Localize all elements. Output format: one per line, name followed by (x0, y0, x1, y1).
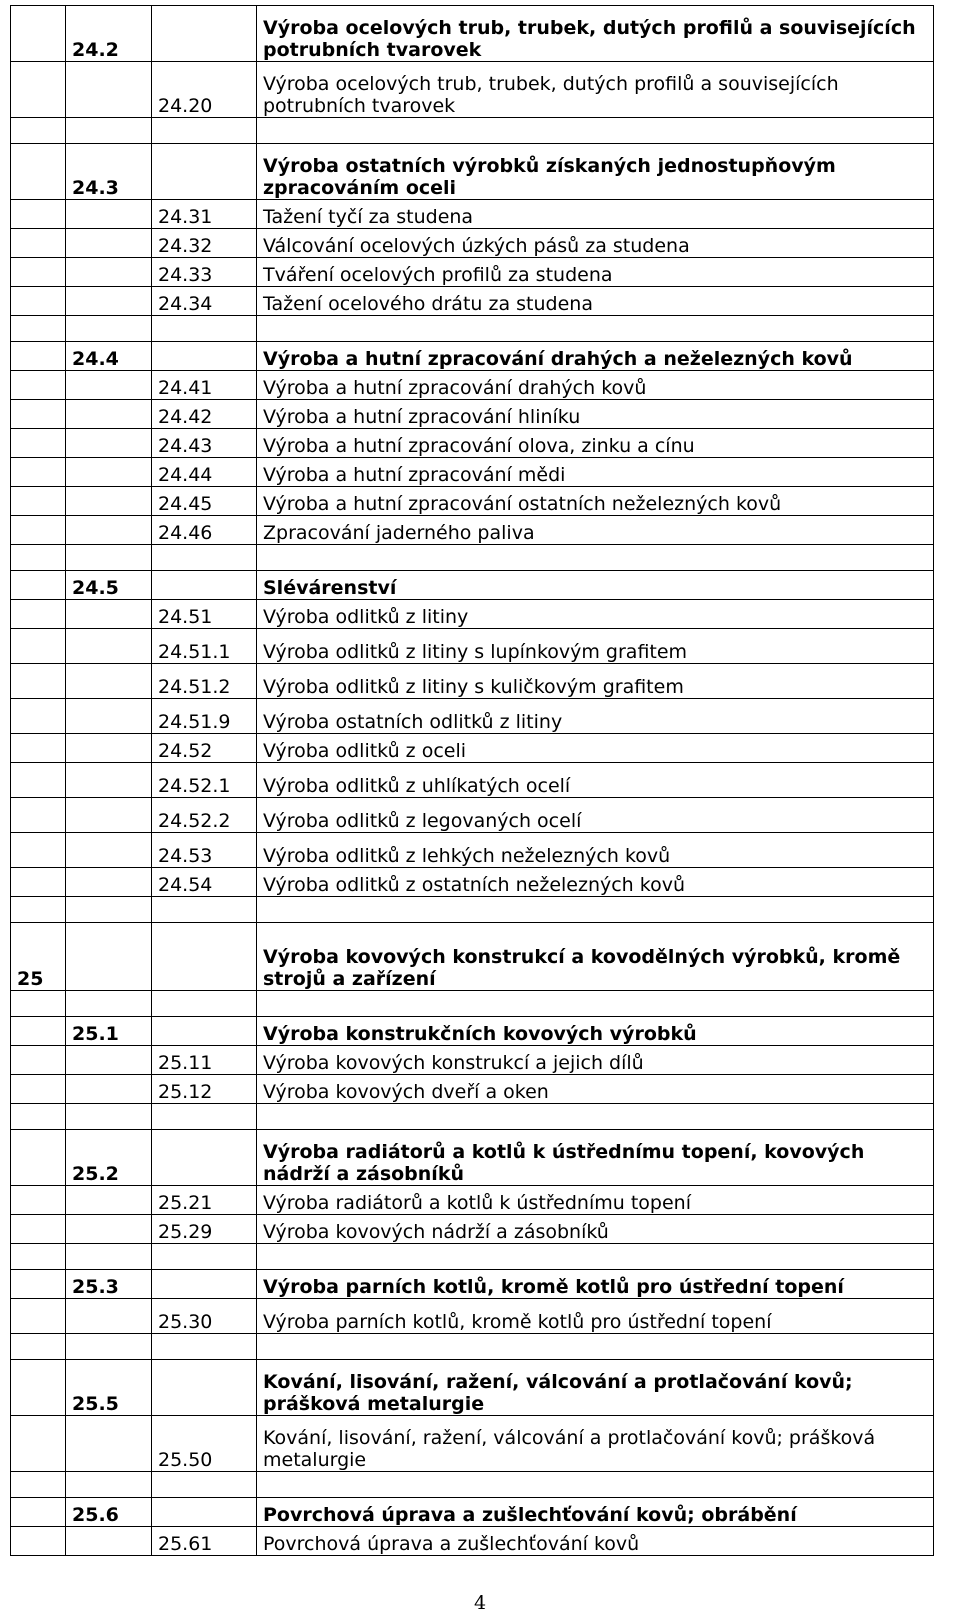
class-code: 24.52 (152, 734, 257, 763)
division-code (66, 763, 152, 798)
section-code (11, 1299, 66, 1334)
section-code (11, 600, 66, 629)
section-code (11, 1186, 66, 1215)
class-code (152, 316, 257, 342)
item-description: Výroba odlitků z lehkých neželezných kovů (257, 833, 934, 868)
item-description: Výroba ostatních výrobků získaných jednostupňovým zpracováním oceli (257, 144, 934, 200)
section-code (11, 287, 66, 316)
section-code (11, 868, 66, 897)
class-code: 24.31 (152, 200, 257, 229)
item-description: Výroba a hutní zpracování drahých kovů (257, 371, 934, 400)
section-code (11, 1416, 66, 1472)
division-code (66, 371, 152, 400)
division-code: 24.2 (66, 6, 152, 62)
item-description: Tažení ocelového drátu za studena (257, 287, 934, 316)
table-row (11, 1334, 934, 1360)
item-description: Slévárenství (257, 571, 934, 600)
class-code (152, 1360, 257, 1416)
division-code: 24.3 (66, 144, 152, 200)
class-code: 24.54 (152, 868, 257, 897)
table-row (11, 1130, 934, 1186)
class-code: 24.33 (152, 258, 257, 287)
class-code: 24.53 (152, 833, 257, 868)
class-code (152, 1498, 257, 1527)
class-code: 24.51.9 (152, 699, 257, 734)
class-code: 24.34 (152, 287, 257, 316)
item-description: Výroba kovových konstrukcí a kovodělných výrobků, kromě strojů a zařízení (257, 923, 934, 991)
table-row (11, 1498, 934, 1527)
item-description: Povrchová úprava a zušlechťování kovů; obrábění (257, 1498, 934, 1527)
section-code (11, 487, 66, 516)
item-description: Výroba a hutní zpracování drahých a neželezných kovů (257, 342, 934, 371)
class-code: 24.20 (152, 62, 257, 118)
item-description (257, 316, 934, 342)
division-code (66, 258, 152, 287)
section-code (11, 798, 66, 833)
item-description: Výroba odlitků z uhlíkatých ocelí (257, 763, 934, 798)
division-code (66, 545, 152, 571)
section-code (11, 1334, 66, 1360)
item-description (257, 545, 934, 571)
section-code (11, 545, 66, 571)
division-code: 25.1 (66, 1017, 152, 1046)
table-row (11, 600, 934, 629)
section-code (11, 371, 66, 400)
table-row (11, 1416, 934, 1472)
class-code (152, 342, 257, 371)
table-row (11, 1299, 934, 1334)
class-code: 24.42 (152, 400, 257, 429)
table-row (11, 6, 934, 62)
class-code: 25.50 (152, 1416, 257, 1472)
section-code (11, 763, 66, 798)
section-code (11, 1360, 66, 1416)
section-code (11, 144, 66, 200)
class-code (152, 991, 257, 1017)
table-row (11, 868, 934, 897)
division-code (66, 868, 152, 897)
table-row (11, 1075, 934, 1104)
item-description: Výroba odlitků z ostatních neželezných kovů (257, 868, 934, 897)
section-code (11, 258, 66, 287)
item-description: Výroba ostatních odlitků z litiny (257, 699, 934, 734)
table-row (11, 487, 934, 516)
division-code (66, 1046, 152, 1075)
classification-table (10, 5, 934, 1556)
class-code (152, 1270, 257, 1299)
class-code: 25.11 (152, 1046, 257, 1075)
section-code (11, 342, 66, 371)
item-description: Výroba kovových dveří a oken (257, 1075, 934, 1104)
division-code (66, 600, 152, 629)
section-code (11, 571, 66, 600)
division-code (66, 458, 152, 487)
division-code: 25.5 (66, 1360, 152, 1416)
item-description: Výroba radiátorů a kotlů k ústřednímu topení, kovových nádrží a zásobníků (257, 1130, 934, 1186)
division-code (66, 629, 152, 664)
item-description: Výroba odlitků z litiny s kuličkovým grafitem (257, 664, 934, 699)
table-row (11, 1244, 934, 1270)
item-description: Zpracování jaderného paliva (257, 516, 934, 545)
class-code (152, 897, 257, 923)
table-row (11, 316, 934, 342)
section-code: 25 (11, 923, 66, 991)
class-code (152, 1472, 257, 1498)
class-code (152, 6, 257, 62)
item-description (257, 1334, 934, 1360)
section-code (11, 699, 66, 734)
item-description: Výroba odlitků z legovaných ocelí (257, 798, 934, 833)
division-code (66, 118, 152, 144)
table-row (11, 1215, 934, 1244)
division-code (66, 400, 152, 429)
table-row (11, 118, 934, 144)
section-code (11, 1527, 66, 1556)
division-code (66, 1299, 152, 1334)
division-code (66, 316, 152, 342)
section-code (11, 6, 66, 62)
division-code (66, 1472, 152, 1498)
division-code (66, 1075, 152, 1104)
division-code (66, 429, 152, 458)
class-code: 24.46 (152, 516, 257, 545)
item-description: Výroba radiátorů a kotlů k ústřednímu topení (257, 1186, 934, 1215)
item-description: Výroba a hutní zpracování olova, zinku a cínu (257, 429, 934, 458)
table-row (11, 798, 934, 833)
class-code: 24.45 (152, 487, 257, 516)
item-description (257, 118, 934, 144)
class-code: 24.52.2 (152, 798, 257, 833)
table-row (11, 991, 934, 1017)
class-code: 24.52.1 (152, 763, 257, 798)
item-description: Výroba ocelových trub, trubek, dutých profilů a souvisejících potrubních tvarovek (257, 62, 934, 118)
table-row (11, 664, 934, 699)
item-description: Výroba parních kotlů, kromě kotlů pro ústřední topení (257, 1299, 934, 1334)
item-description: Výroba a hutní zpracování ostatních neželezných kovů (257, 487, 934, 516)
item-description (257, 1104, 934, 1130)
item-description: Výroba a hutní zpracování mědi (257, 458, 934, 487)
item-description (257, 1244, 934, 1270)
division-code (66, 229, 152, 258)
division-code (66, 664, 152, 699)
item-description: Válcování ocelových úzkých pásů za studena (257, 229, 934, 258)
section-code (11, 734, 66, 763)
table-row (11, 629, 934, 664)
table-row (11, 699, 934, 734)
item-description: Výroba odlitků z litiny s lupínkovým grafitem (257, 629, 934, 664)
item-description: Výroba konstrukčních kovových výrobků (257, 1017, 934, 1046)
section-code (11, 400, 66, 429)
table-row (11, 923, 934, 991)
classification-table-body (11, 6, 934, 1556)
division-code (66, 699, 152, 734)
class-code: 24.32 (152, 229, 257, 258)
class-code (152, 1130, 257, 1186)
section-code (11, 1215, 66, 1244)
section-code (11, 664, 66, 699)
section-code (11, 833, 66, 868)
table-row (11, 763, 934, 798)
division-code (66, 1416, 152, 1472)
item-description (257, 991, 934, 1017)
section-code (11, 516, 66, 545)
table-row (11, 342, 934, 371)
table-row (11, 571, 934, 600)
item-description: Tažení tyčí za studena (257, 200, 934, 229)
table-row (11, 371, 934, 400)
section-code (11, 991, 66, 1017)
table-row (11, 833, 934, 868)
table-row (11, 400, 934, 429)
section-code (11, 229, 66, 258)
class-code (152, 1334, 257, 1360)
item-description (257, 1472, 934, 1498)
division-code (66, 833, 152, 868)
section-code (11, 1046, 66, 1075)
class-code (152, 1244, 257, 1270)
class-code: 24.51.2 (152, 664, 257, 699)
division-code (66, 487, 152, 516)
table-row (11, 62, 934, 118)
table-row (11, 200, 934, 229)
section-code (11, 629, 66, 664)
table-row (11, 1186, 934, 1215)
division-code (66, 200, 152, 229)
item-description: Kování, lisování, ražení, válcování a protlačování kovů; prášková metalurgie (257, 1360, 934, 1416)
section-code (11, 1017, 66, 1046)
table-row (11, 1046, 934, 1075)
division-code (66, 1186, 152, 1215)
table-row (11, 516, 934, 545)
table-row (11, 144, 934, 200)
class-code: 24.44 (152, 458, 257, 487)
table-row (11, 1104, 934, 1130)
division-code: 25.3 (66, 1270, 152, 1299)
division-code (66, 62, 152, 118)
section-code (11, 62, 66, 118)
section-code (11, 200, 66, 229)
section-code (11, 1498, 66, 1527)
class-code: 25.29 (152, 1215, 257, 1244)
class-code (152, 571, 257, 600)
class-code (152, 1017, 257, 1046)
table-row (11, 258, 934, 287)
class-code: 25.61 (152, 1527, 257, 1556)
division-code (66, 798, 152, 833)
section-code (11, 429, 66, 458)
division-code (66, 1527, 152, 1556)
table-row (11, 458, 934, 487)
division-code (66, 1104, 152, 1130)
item-description: Výroba odlitků z oceli (257, 734, 934, 763)
item-description: Výroba ocelových trub, trubek, dutých profilů a souvisejících potrubních tvarovek (257, 6, 934, 62)
section-code (11, 897, 66, 923)
section-code (11, 458, 66, 487)
division-code (66, 1334, 152, 1360)
table-row (11, 897, 934, 923)
division-code: 25.6 (66, 1498, 152, 1527)
table-row (11, 734, 934, 763)
division-code (66, 923, 152, 991)
table-row (11, 1360, 934, 1416)
division-code (66, 287, 152, 316)
section-code (11, 1104, 66, 1130)
class-code (152, 545, 257, 571)
item-description: Výroba kovových nádrží a zásobníků (257, 1215, 934, 1244)
table-row (11, 229, 934, 258)
class-code (152, 923, 257, 991)
division-code: 24.4 (66, 342, 152, 371)
class-code: 25.30 (152, 1299, 257, 1334)
division-code: 24.5 (66, 571, 152, 600)
section-code (11, 1130, 66, 1186)
division-code (66, 897, 152, 923)
section-code (11, 1244, 66, 1270)
class-code: 25.21 (152, 1186, 257, 1215)
class-code: 25.12 (152, 1075, 257, 1104)
class-code (152, 144, 257, 200)
section-code (11, 1270, 66, 1299)
class-code: 24.51.1 (152, 629, 257, 664)
table-row (11, 545, 934, 571)
class-code (152, 1104, 257, 1130)
table-row (11, 1527, 934, 1556)
table-row (11, 287, 934, 316)
division-code (66, 1244, 152, 1270)
item-description: Výroba parních kotlů, kromě kotlů pro ústřední topení (257, 1270, 934, 1299)
division-code (66, 991, 152, 1017)
item-description: Tváření ocelových profilů za studena (257, 258, 934, 287)
section-code (11, 1472, 66, 1498)
item-description (257, 897, 934, 923)
division-code (66, 516, 152, 545)
table-row (11, 1017, 934, 1046)
class-code: 24.43 (152, 429, 257, 458)
section-code (11, 1075, 66, 1104)
item-description: Výroba kovových konstrukcí a jejich dílů (257, 1046, 934, 1075)
division-code: 25.2 (66, 1130, 152, 1186)
division-code (66, 1215, 152, 1244)
table-row (11, 1472, 934, 1498)
page-number: 4 (473, 1592, 487, 1614)
table-row (11, 429, 934, 458)
class-code: 24.51 (152, 600, 257, 629)
section-code (11, 316, 66, 342)
item-description: Povrchová úprava a zušlechťování kovů (257, 1527, 934, 1556)
class-code: 24.41 (152, 371, 257, 400)
item-description: Výroba a hutní zpracování hliníku (257, 400, 934, 429)
table-row (11, 1270, 934, 1299)
division-code (66, 734, 152, 763)
section-code (11, 118, 66, 144)
class-code (152, 118, 257, 144)
item-description: Kování, lisování, ražení, válcování a protlačování kovů; prášková metalurgie (257, 1416, 934, 1472)
item-description: Výroba odlitků z litiny (257, 600, 934, 629)
